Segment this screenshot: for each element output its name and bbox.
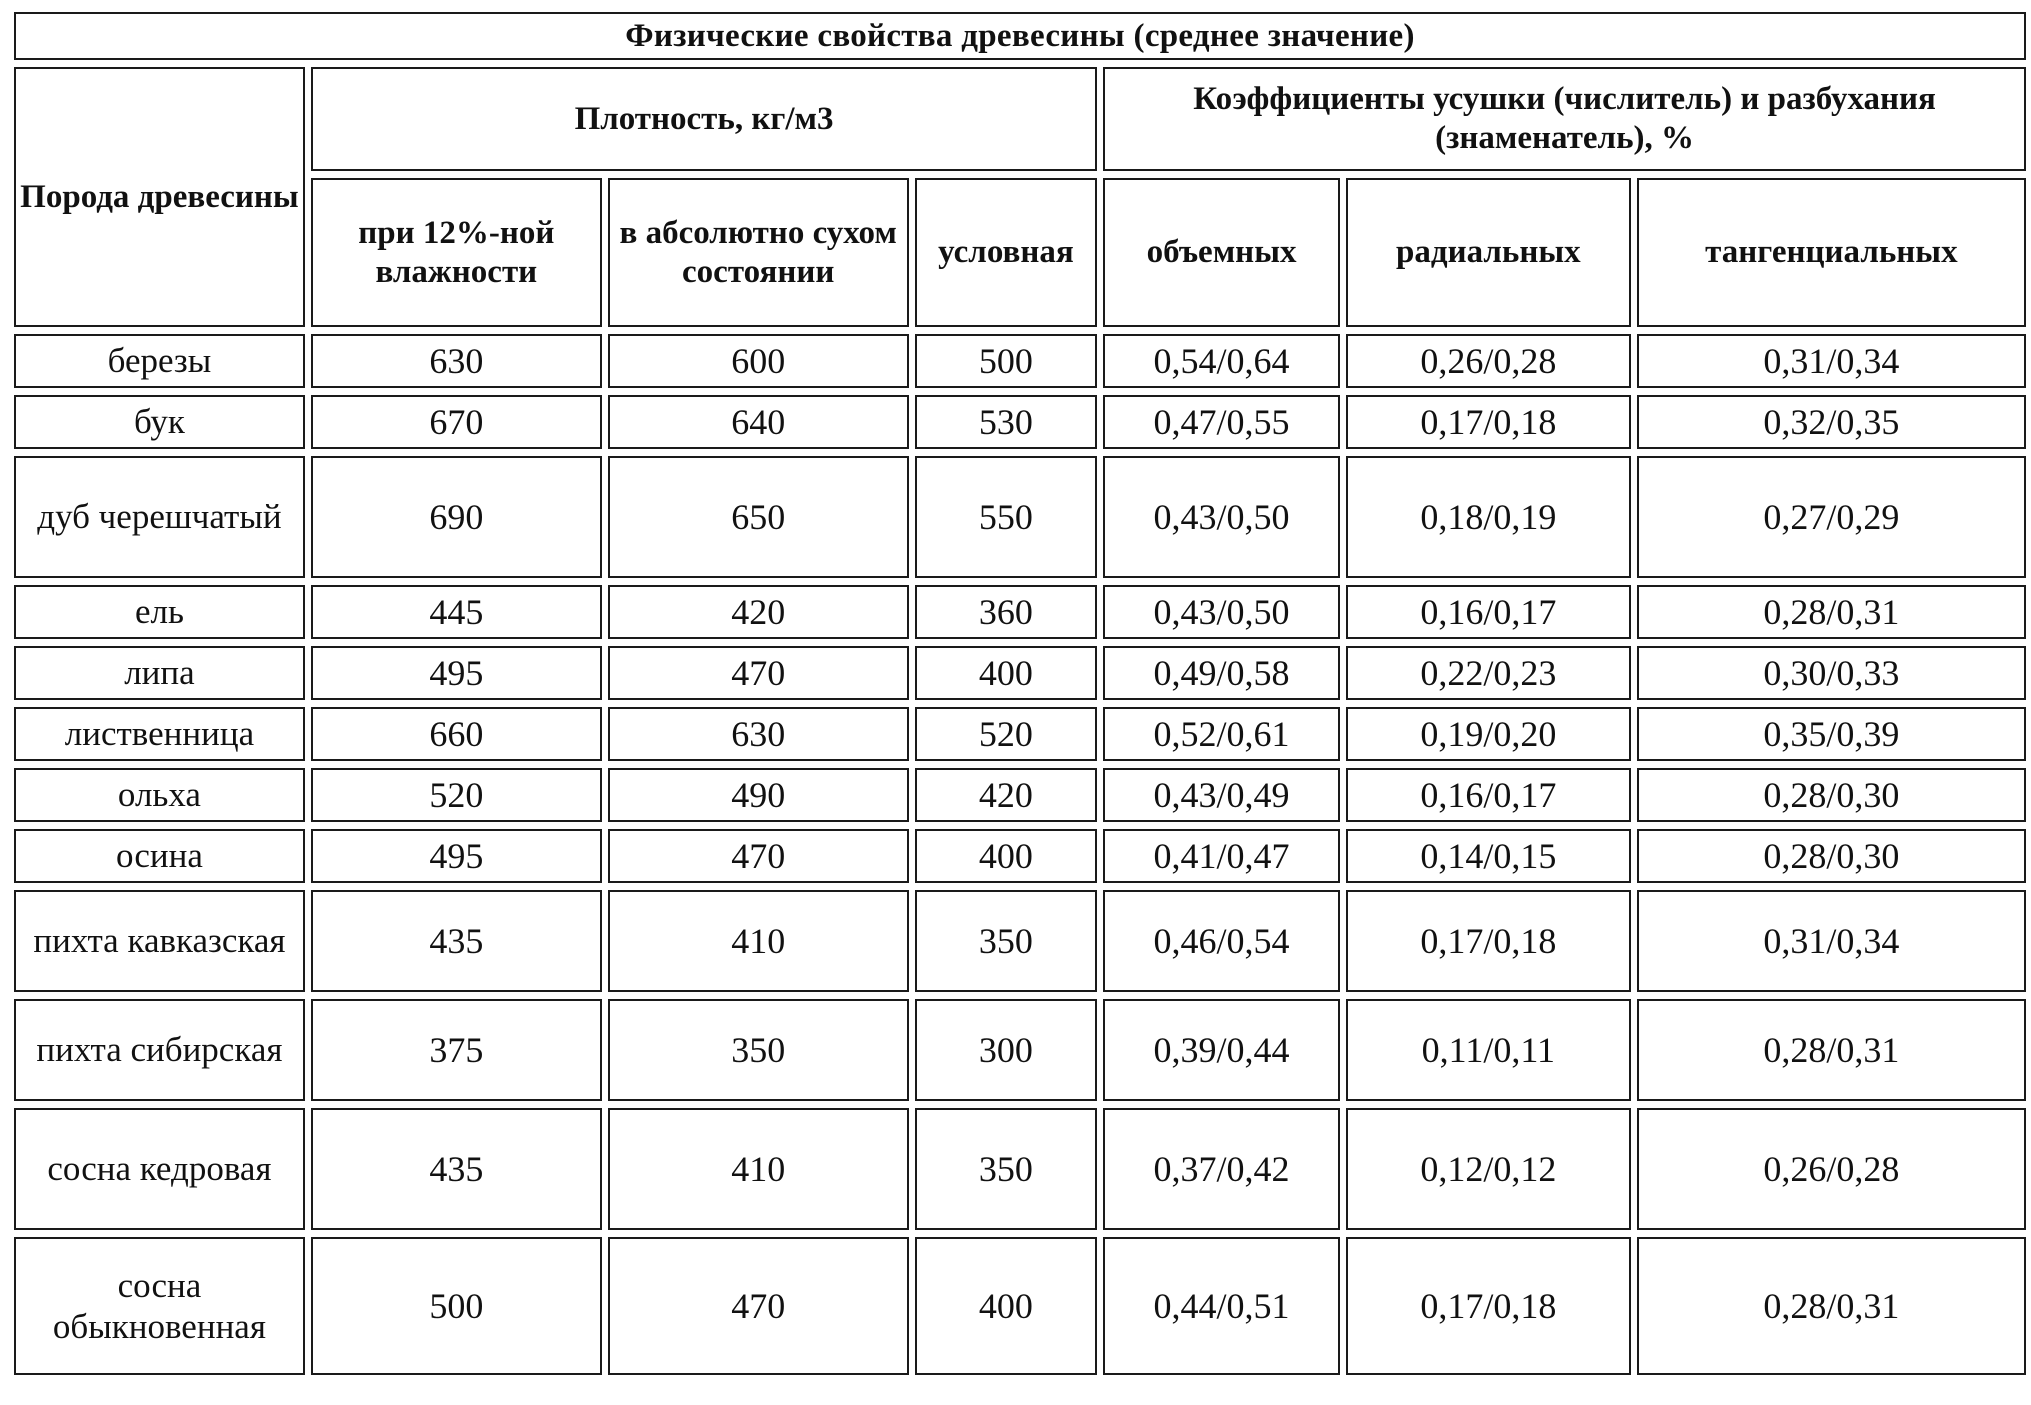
cell-density-conditional: 420 (915, 768, 1098, 822)
cell-coef-volume: 0,39/0,44 (1103, 999, 1340, 1101)
cell-density-12: 435 (311, 890, 602, 992)
cell-coef-volume: 0,43/0,50 (1103, 585, 1340, 639)
cell-density-12: 670 (311, 395, 602, 449)
cell-coef-volume: 0,52/0,61 (1103, 707, 1340, 761)
header-density-group: Плотность, кг/м3 (311, 67, 1097, 171)
cell-coef-radial: 0,19/0,20 (1346, 707, 1631, 761)
table-row (14, 829, 2026, 883)
cell-density-dry: 410 (608, 1108, 909, 1230)
cell-coef-tangential: 0,35/0,39 (1637, 707, 2026, 761)
cell-coef-volume: 0,54/0,64 (1103, 334, 1340, 388)
table-row (14, 1237, 2026, 1375)
header-coef-volume: объемных (1103, 178, 1340, 327)
cell-coef-volume: 0,43/0,49 (1103, 768, 1340, 822)
cell-coef-radial: 0,16/0,17 (1346, 585, 1631, 639)
header-density-conditional: условная (915, 178, 1098, 327)
cell-density-12: 630 (311, 334, 602, 388)
cell-density-conditional: 300 (915, 999, 1098, 1101)
header-density-dry: в абсолютно сухом состоянии (608, 178, 909, 327)
table-row (14, 456, 2026, 578)
cell-species: пихта сибирская (14, 999, 305, 1101)
cell-species: лиственница (14, 707, 305, 761)
table-row (14, 890, 2026, 992)
cell-density-conditional: 400 (915, 1237, 1098, 1375)
cell-species: дуб черешчатый (14, 456, 305, 578)
cell-density-dry: 640 (608, 395, 909, 449)
cell-coef-radial: 0,16/0,17 (1346, 768, 1631, 822)
cell-density-conditional: 500 (915, 334, 1098, 388)
cell-density-conditional: 530 (915, 395, 1098, 449)
cell-density-dry: 600 (608, 334, 909, 388)
cell-species: сосна кедровая (14, 1108, 305, 1230)
cell-coef-volume: 0,49/0,58 (1103, 646, 1340, 700)
cell-species: сосна обыкновенная (14, 1237, 305, 1375)
header-coef-radial: радиальных (1346, 178, 1631, 327)
cell-coef-volume: 0,43/0,50 (1103, 456, 1340, 578)
cell-coef-tangential: 0,28/0,31 (1637, 585, 2026, 639)
cell-species: пихта кавказская (14, 890, 305, 992)
table-row (14, 646, 2026, 700)
wood-properties-sheet (14, 12, 2026, 1375)
cell-coef-tangential: 0,28/0,31 (1637, 1237, 2026, 1375)
cell-density-dry: 490 (608, 768, 909, 822)
cell-density-dry: 420 (608, 585, 909, 639)
cell-coef-radial: 0,26/0,28 (1346, 334, 1631, 388)
cell-density-12: 660 (311, 707, 602, 761)
cell-species: березы (14, 334, 305, 388)
cell-coef-tangential: 0,27/0,29 (1637, 456, 2026, 578)
cell-coef-radial: 0,17/0,18 (1346, 395, 1631, 449)
table-title: Физические свойства древесины (среднее значение) (14, 12, 2026, 60)
cell-density-conditional: 360 (915, 585, 1098, 639)
cell-coef-volume: 0,46/0,54 (1103, 890, 1340, 992)
cell-coef-radial: 0,11/0,11 (1346, 999, 1631, 1101)
cell-species: бук (14, 395, 305, 449)
cell-density-dry: 650 (608, 456, 909, 578)
cell-density-12: 435 (311, 1108, 602, 1230)
cell-density-conditional: 400 (915, 646, 1098, 700)
cell-density-conditional: 520 (915, 707, 1098, 761)
table-row (14, 707, 2026, 761)
cell-density-12: 520 (311, 768, 602, 822)
header-coef-tangential: тангенциальных (1637, 178, 2026, 327)
cell-coef-volume: 0,37/0,42 (1103, 1108, 1340, 1230)
cell-density-conditional: 550 (915, 456, 1098, 578)
cell-species: ольха (14, 768, 305, 822)
table-row (14, 999, 2026, 1101)
table-row (14, 585, 2026, 639)
cell-coef-tangential: 0,31/0,34 (1637, 334, 2026, 388)
cell-coef-tangential: 0,30/0,33 (1637, 646, 2026, 700)
cell-density-conditional: 350 (915, 1108, 1098, 1230)
cell-coef-radial: 0,22/0,23 (1346, 646, 1631, 700)
header-coefficients-group: Коэффициенты усушки (числитель) и разбухания (знаменатель), % (1103, 67, 2026, 171)
cell-density-dry: 470 (608, 646, 909, 700)
cell-density-dry: 350 (608, 999, 909, 1101)
cell-coef-radial: 0,17/0,18 (1346, 1237, 1631, 1375)
cell-density-12: 375 (311, 999, 602, 1101)
table-row (14, 768, 2026, 822)
cell-density-12: 495 (311, 829, 602, 883)
cell-coef-tangential: 0,28/0,30 (1637, 768, 2026, 822)
cell-coef-radial: 0,17/0,18 (1346, 890, 1631, 992)
cell-coef-tangential: 0,28/0,31 (1637, 999, 2026, 1101)
cell-density-12: 445 (311, 585, 602, 639)
cell-coef-radial: 0,12/0,12 (1346, 1108, 1631, 1230)
cell-coef-radial: 0,18/0,19 (1346, 456, 1631, 578)
cell-density-12: 690 (311, 456, 602, 578)
cell-coef-tangential: 0,31/0,34 (1637, 890, 2026, 992)
cell-density-12: 495 (311, 646, 602, 700)
cell-coef-radial: 0,14/0,15 (1346, 829, 1631, 883)
wood-properties-table (8, 5, 2031, 1382)
cell-density-dry: 630 (608, 707, 909, 761)
header-density-12: при 12%-ной влажности (311, 178, 602, 327)
cell-species: осина (14, 829, 305, 883)
table-row (14, 334, 2026, 388)
cell-density-dry: 410 (608, 890, 909, 992)
cell-coef-tangential: 0,26/0,28 (1637, 1108, 2026, 1230)
cell-density-dry: 470 (608, 829, 909, 883)
cell-density-conditional: 400 (915, 829, 1098, 883)
header-species: Порода древесины (14, 67, 305, 327)
cell-density-conditional: 350 (915, 890, 1098, 992)
cell-coef-volume: 0,47/0,55 (1103, 395, 1340, 449)
table-row (14, 395, 2026, 449)
table-row (14, 1108, 2026, 1230)
cell-coef-volume: 0,41/0,47 (1103, 829, 1340, 883)
cell-coef-volume: 0,44/0,51 (1103, 1237, 1340, 1375)
cell-coef-tangential: 0,28/0,30 (1637, 829, 2026, 883)
cell-species: липа (14, 646, 305, 700)
cell-species: ель (14, 585, 305, 639)
cell-density-12: 500 (311, 1237, 602, 1375)
cell-density-dry: 470 (608, 1237, 909, 1375)
cell-coef-tangential: 0,32/0,35 (1637, 395, 2026, 449)
